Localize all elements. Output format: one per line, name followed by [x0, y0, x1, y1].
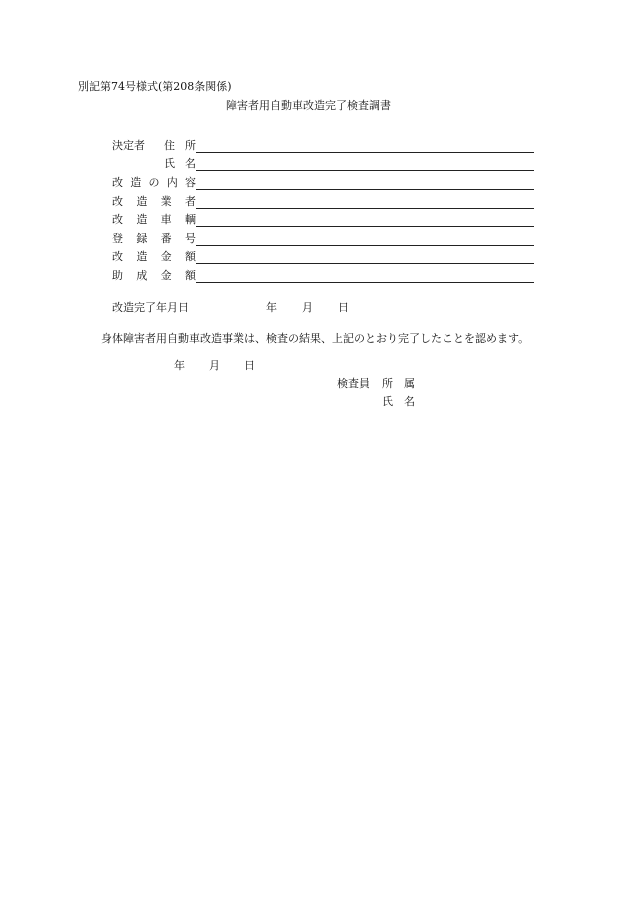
- field-prefix-decision-maker: 決定者: [112, 139, 145, 152]
- field-label-vehicle: 改 造 車 輌: [112, 213, 196, 226]
- sign-date-month: 月: [209, 359, 220, 372]
- field-line-modification-cost[interactable]: [196, 250, 534, 264]
- completion-date-label: 改造完了年月日: [112, 301, 189, 314]
- field-line-vehicle[interactable]: [196, 213, 534, 227]
- field-line-address[interactable]: [196, 139, 534, 153]
- sign-date-day: 日: [244, 359, 255, 372]
- field-line-subsidy-amount[interactable]: [196, 269, 534, 283]
- inspector-affiliation-label: 所 属: [382, 377, 415, 390]
- field-line-contractor[interactable]: [196, 195, 534, 209]
- certification-statement: 身体障害者用自動車改造事業は、検査の結果、上記のとおり完了したことを認めます。: [101, 332, 530, 345]
- field-label-address: 住 所: [164, 139, 196, 152]
- field-label-modification-cost: 改 造 金 額: [112, 250, 196, 263]
- field-line-name[interactable]: [196, 157, 534, 171]
- inspector-title: 検査員: [337, 377, 370, 390]
- inspector-name-label: 氏 名: [382, 395, 415, 408]
- document-title: 障害者用自動車改造完了検査調書: [226, 99, 391, 112]
- field-label-contractor: 改 造 業 者: [112, 195, 196, 208]
- field-label-registration-number: 登 録 番 号: [112, 232, 196, 245]
- field-line-modification-content[interactable]: [196, 176, 534, 190]
- field-label-subsidy-amount: 助 成 金 額: [112, 269, 196, 282]
- field-label-name: 氏 名: [164, 157, 196, 170]
- completion-date-year: 年: [266, 301, 277, 314]
- form-reference: 別記第74号様式(第208条関係): [78, 80, 232, 93]
- sign-date-year: 年: [174, 359, 185, 372]
- completion-date-month: 月: [302, 301, 313, 314]
- field-label-modification-content: 改 造 の 内 容: [112, 176, 196, 189]
- field-line-registration-number[interactable]: [196, 232, 534, 246]
- completion-date-day: 日: [338, 301, 349, 314]
